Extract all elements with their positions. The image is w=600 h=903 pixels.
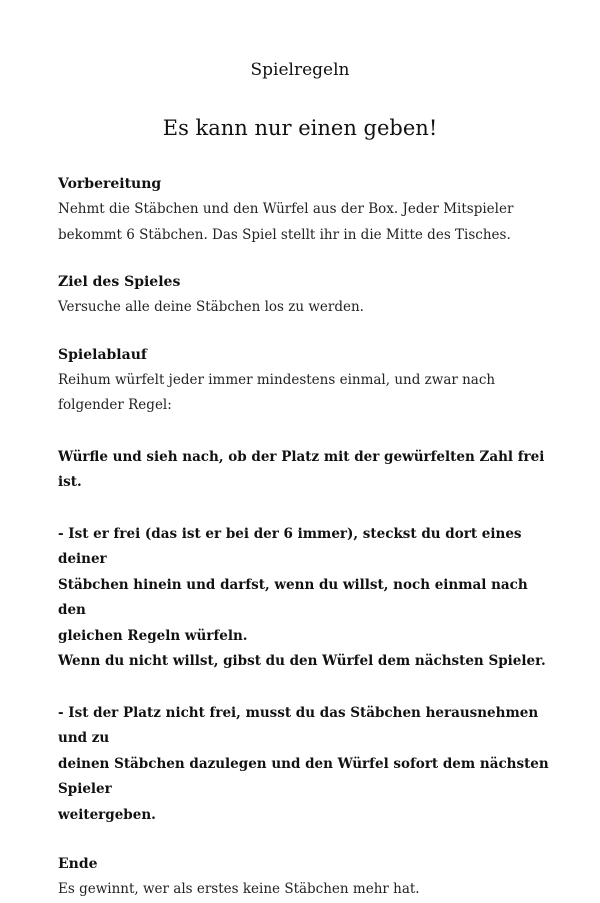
ende-line: Es gewinnt, wer als erstes keine Stäbchen mehr hat. <box>58 881 420 897</box>
section-ende <box>58 852 558 903</box>
rule-free-line: - Ist er frei (das ist er bei der 6 immer), steckst du dort eines deiner <box>58 525 522 567</box>
spielablauf-line: folgender Regel: <box>58 397 172 413</box>
rule-taken-line: - Ist der Platz nicht frei, musst du das Stäbchen herausnehmen und zu <box>58 704 539 746</box>
page-title: Spielregeln <box>250 60 350 80</box>
vorbereitung-line: bekommt 6 Stäbchen. Das Spiel stellt ihr in die Mitte des Tisches. <box>58 226 511 243</box>
section-vorbereitung <box>58 172 558 248</box>
section-ziel <box>58 270 558 321</box>
rule-free-line: Stäbchen hinein und darfst, wenn du willst, noch einmal nach den <box>58 576 528 618</box>
page-subtitle: Es kann nur einen geben! <box>162 116 438 140</box>
rule-free-line: gleichen Regeln würfeln. <box>58 627 248 644</box>
spielablauf-line: Reihum würfelt jeder immer mindestens einmal, und zwar nach <box>58 371 496 388</box>
ziel-line: Versuche alle deine Stäbchen los zu werden. <box>58 299 364 315</box>
section-heading-spielablauf: Spielablauf <box>58 346 147 363</box>
section-spielablauf <box>58 343 558 829</box>
rules-content <box>58 172 558 903</box>
section-heading-ende: Ende <box>58 856 98 872</box>
section-heading-vorbereitung: Vorbereitung <box>58 176 162 192</box>
rule-free-line: Wenn du nicht willst, gibst du den Würfel dem nächsten Spieler. <box>58 653 546 669</box>
rule-taken-line: weitergeben. <box>58 806 156 823</box>
rule-taken-line: deinen Stäbchen dazulegen und den Würfel sofort dem nächsten Spieler <box>58 755 549 797</box>
section-heading-ziel: Ziel des Spieles <box>58 274 181 290</box>
rule-main: Würfle und sieh nach, ob der Platz mit der gewürfelten Zahl frei ist. <box>58 448 545 490</box>
vorbereitung-line: Nehmt die Stäbchen und den Würfel aus der Box. Jeder Mitspieler <box>58 201 514 217</box>
